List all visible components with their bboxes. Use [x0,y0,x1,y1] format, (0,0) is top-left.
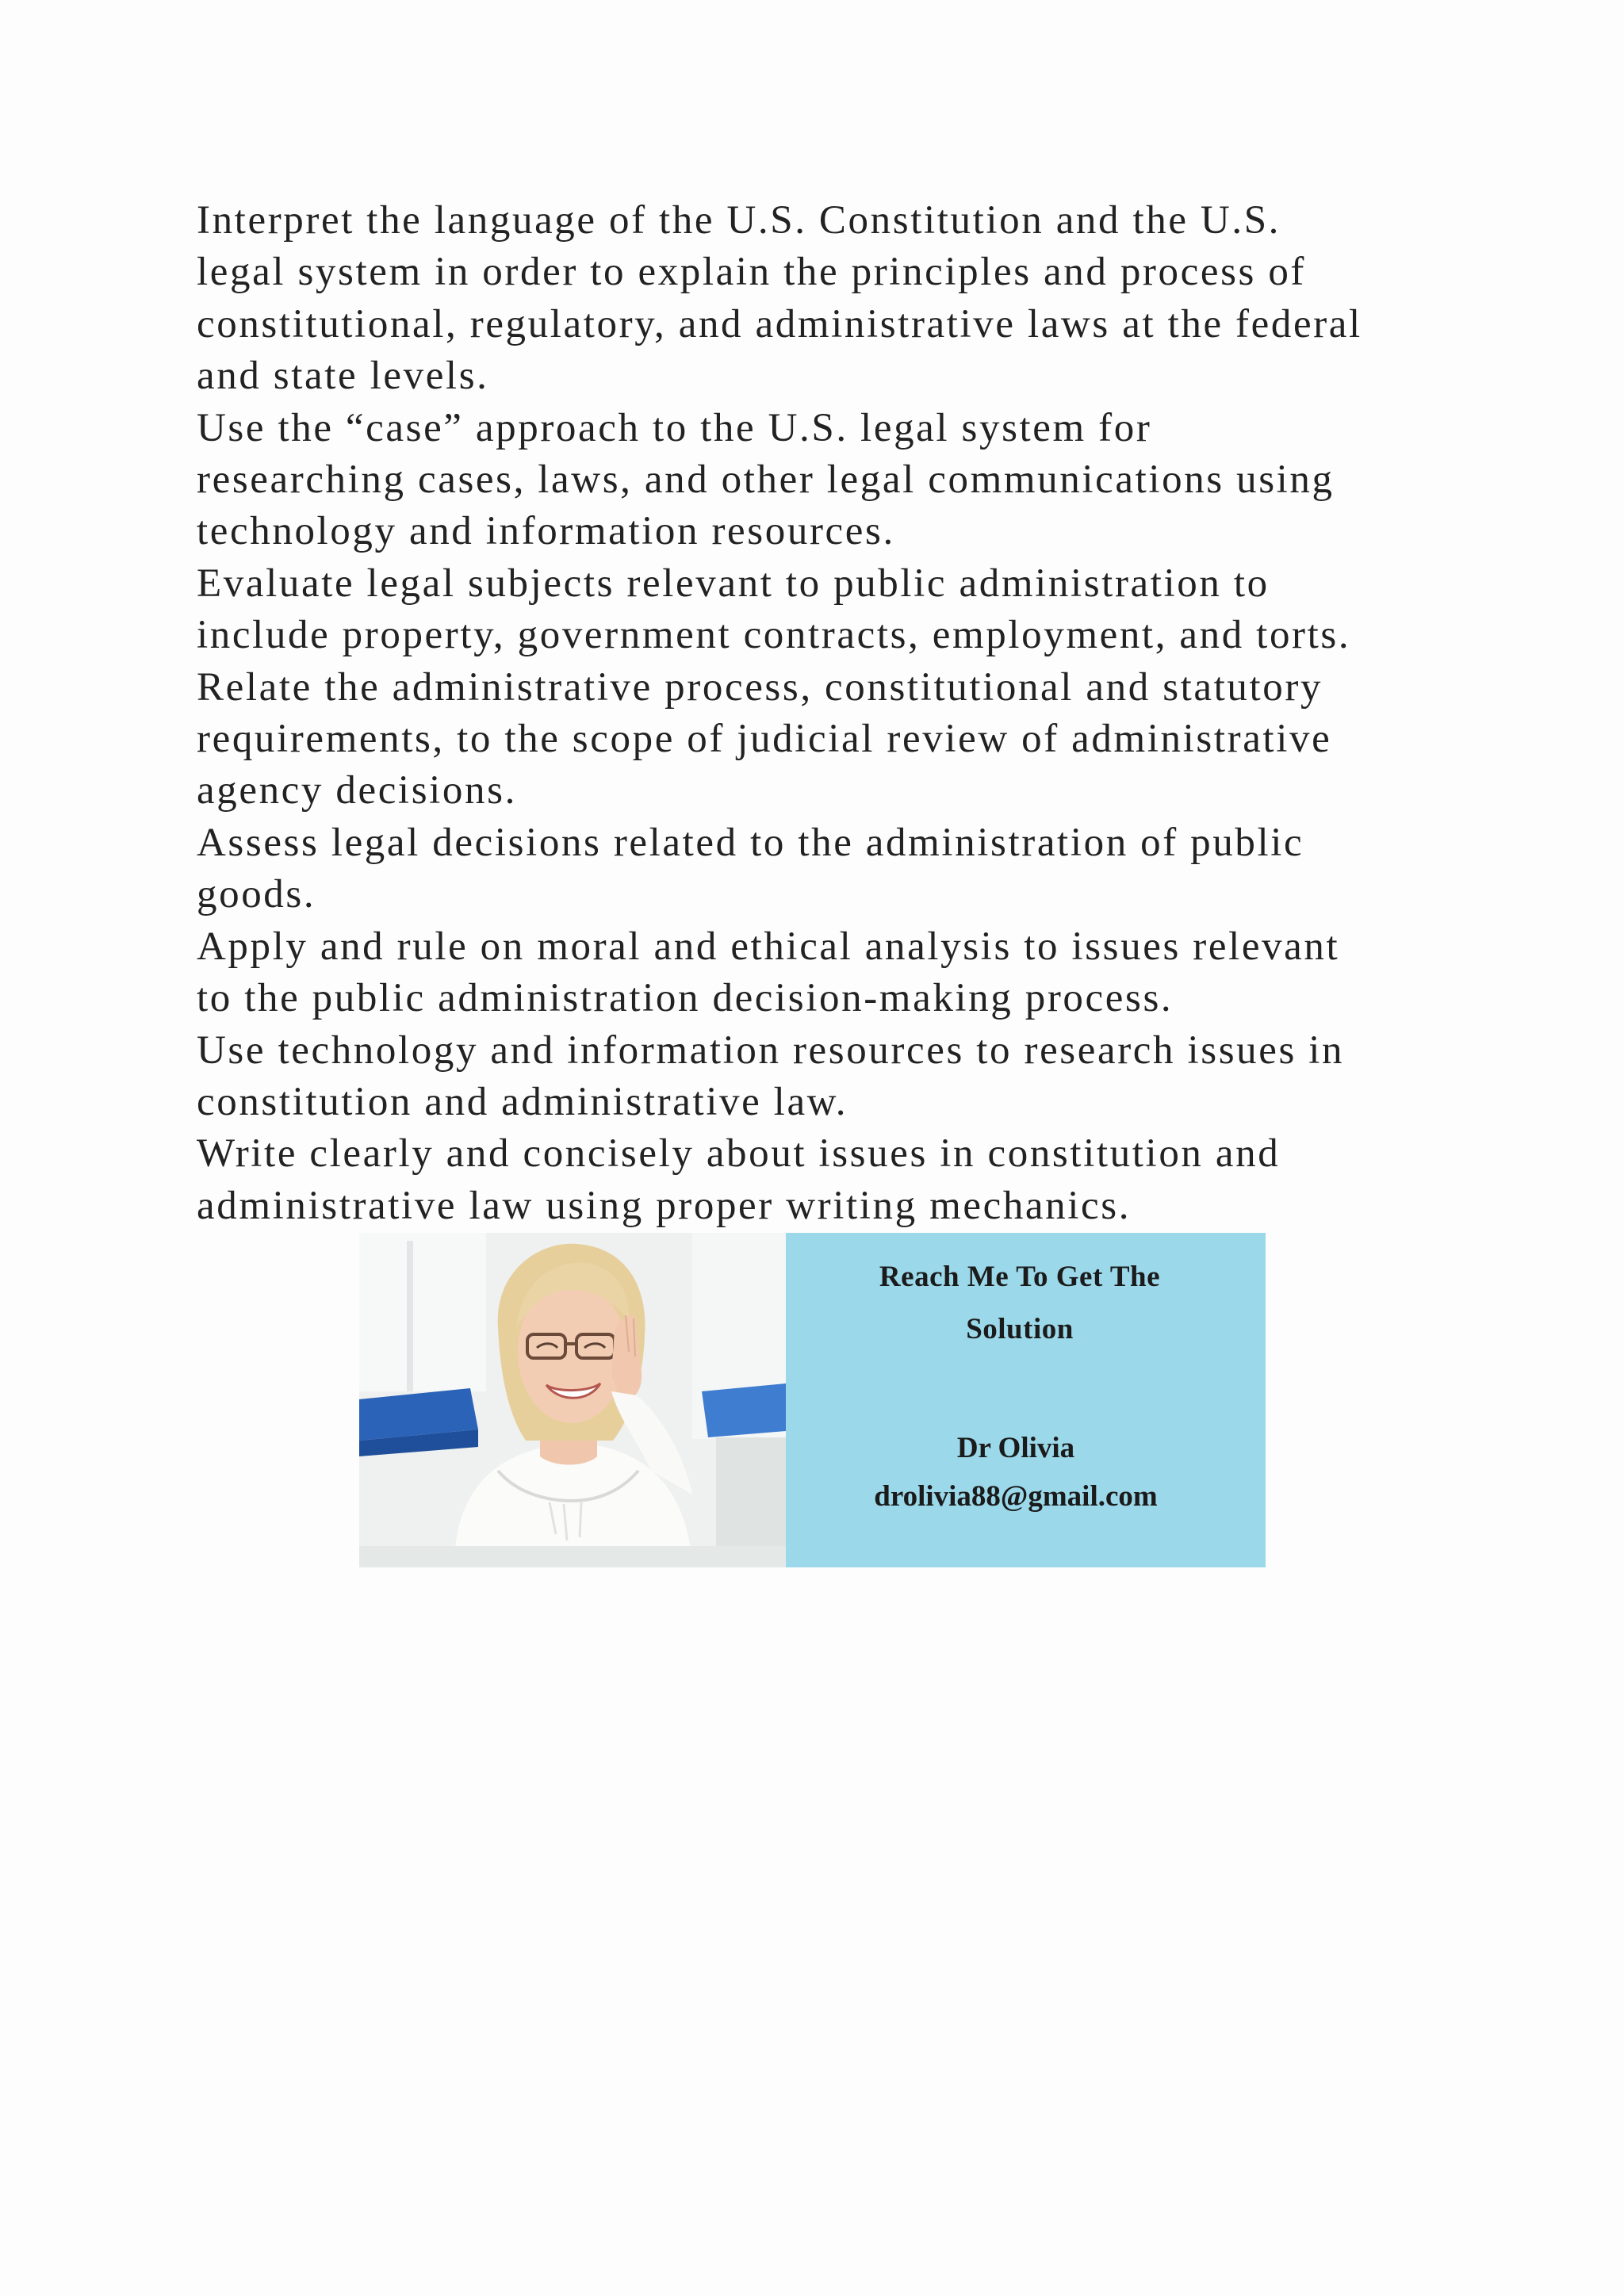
text-line: goods. [197,872,316,917]
text-line: Apply and rule on moral and ethical analysis to issues relevant [197,924,1340,969]
cta-heading: Reach Me To Get The [879,1261,1161,1293]
text-line: constitutional, regulatory, and administrative laws at the federal [197,301,1362,346]
text-line: to the public administration decision-making process. [197,976,1174,1021]
document-body [197,195,1481,1232]
text-line: requirements, to the scope of judicial review of administrative [197,717,1332,762]
text-line: constitution and administrative law. [197,1079,848,1124]
text-line: administrative law using proper writing mechanics. [197,1183,1132,1228]
text-line: Relate the administrative process, constitutional and statutory [197,664,1323,710]
text-line: agency decisions. [197,768,517,813]
text-line: Assess legal decisions related to the administration of public [197,820,1304,865]
woman-photo [359,1233,786,1567]
text-line: Write clearly and concisely about issues in constitution and [197,1131,1281,1177]
text-line: Use technology and information resources to research issues in [197,1027,1345,1073]
contact-name: Dr Olivia [956,1432,1075,1464]
text-line: include property, government contracts, employment, and torts. [197,613,1351,658]
contact-email: drolivia88@gmail.com [874,1480,1158,1513]
woman-illustration [359,1233,786,1567]
text-line: legal system in order to explain the principles and process of [197,250,1307,295]
contact-panel [786,1233,1266,1567]
text-line: Interpret the language of the U.S. Constitution and the U.S. [197,198,1281,243]
text-line: Evaluate legal subjects relevant to public administration to [197,561,1270,606]
text-line: technology and information resources. [197,509,895,554]
cta-heading-continued: Solution [966,1313,1074,1345]
contact-banner [359,1233,1266,1567]
text-line: researching cases, laws, and other legal communications using [197,457,1335,503]
text-line: and state levels. [197,354,489,399]
text-line: Use the “case” approach to the U.S. legal system for [197,405,1152,450]
